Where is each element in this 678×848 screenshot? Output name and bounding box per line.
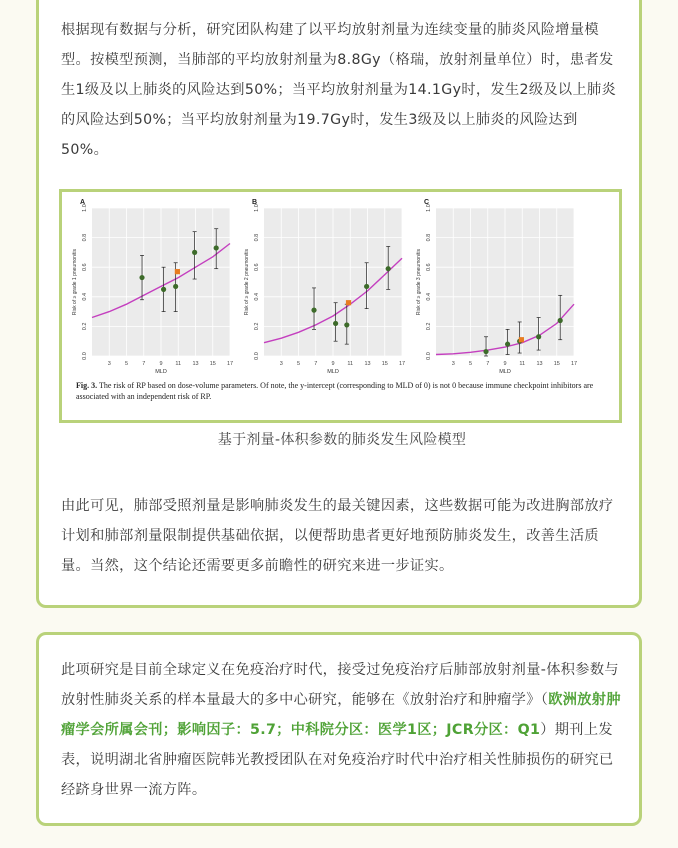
panel-a-xtick-label: 15 (209, 361, 216, 367)
panel-b-data-point (364, 284, 369, 289)
panel-a-data-point (161, 287, 166, 292)
panel-c-ytick-label: 0.2 (426, 322, 432, 331)
panel-a-xtick-label: 5 (124, 361, 129, 367)
panel-c-xtick-label: 15 (553, 361, 560, 367)
panel-a-xtick-label: 9 (159, 361, 163, 367)
panel-c-data-point (536, 334, 541, 339)
panel-c-ytick-label: 0.8 (426, 233, 432, 242)
figure-risk-model (59, 189, 622, 423)
panel-b-xtick-label: 17 (398, 361, 406, 367)
panel-a-ytick-label: 0.6 (82, 263, 88, 272)
panel-a-xtick-label: 17 (226, 361, 234, 367)
panel-a-label: A (80, 199, 86, 206)
panel-c-xtick-label: 5 (468, 361, 473, 367)
publication-text-start: 此项研究是目前全球定义在免疫治疗时代，接受过免疫治疗后肺部放射剂量-体积参数与放射性肺炎关系的样本量最大的多中心研究，能够在《放射治疗和肿瘤学》（ (61, 662, 619, 708)
paragraph-publication (61, 655, 621, 805)
panel-c-ytick-label: 1.0 (426, 204, 432, 212)
panel-b-ytick-label: 0.2 (254, 322, 260, 331)
panel-a-ytick-label: 0.4 (82, 292, 88, 301)
panel-a-data-point (214, 245, 219, 250)
panel-a-highlight-marker (175, 269, 180, 274)
panel-b-xtick-label: 11 (347, 361, 354, 367)
panel-b-data-point (386, 266, 391, 271)
panel-c-xtick-label: 3 (451, 361, 455, 367)
figure-caption-label: Fig. 3. (76, 381, 98, 390)
panel-a-ytick-label: 1.0 (82, 204, 88, 212)
panel-b-xtick-label: 13 (364, 361, 371, 367)
panel-c-data-point (483, 349, 488, 354)
panel-a-ylabel: Risk of ≥ grade 1 pneumonitis (72, 248, 78, 316)
panel-a-xtick-label: 7 (142, 361, 146, 367)
panel-c-ylabel: Risk of ≥ grade 3 pneumonitis (416, 248, 422, 316)
panel-b-xtick-label: 3 (279, 361, 283, 367)
panel-c-xlabel: MLD (499, 369, 511, 375)
panel-c-xtick-label: 9 (503, 361, 507, 367)
paragraph-model-description: 根据现有数据与分析，研究团队构建了以平均放射剂量为连续变量的肺炎风险增量模型。按模型预测，当肺部的平均放射剂量为8.8Gy（格瑞，放射剂量单位）时，患者发生1级及以上肺炎的风险达到50%；当平均放射剂量为14.1Gy时，发生2级及以上肺炎的风险达到50%；当平均放射剂量为19.7Gy时，发生3级及以上肺炎的风险达到50%。 (61, 22, 617, 158)
panel-c-data-point (505, 342, 510, 347)
panel-a-ytick-label: 0.8 (82, 233, 88, 242)
panel-b-xtick-label: 5 (296, 361, 301, 367)
panel-b-ytick-label: 0.0 (254, 352, 260, 360)
publication-text-end: ）期刊上发表，说明湖北省肿瘤医院韩光教授团队在对免疫治疗时代中治疗相关性肺损伤的研究已经跻身世界一流方阵。 (61, 722, 614, 798)
panel-c-xtick-label: 7 (486, 361, 490, 367)
panel-a-xlabel: MLD (155, 369, 167, 375)
journal-highlight: 欧洲放射肿瘤学会所属会刊；影响因子：5.7；中科院分区：医学1区；JCR分区：Q1 (61, 692, 621, 738)
panel-c-ytick-label: 0.6 (426, 263, 432, 272)
panel-c-xtick-label: 11 (519, 361, 526, 367)
panel-b-ytick-label: 0.4 (254, 292, 260, 301)
panel-a-ytick-label: 0.0 (82, 352, 88, 360)
panel-b-xtick-label: 7 (314, 361, 318, 367)
panel-b-ylabel: Risk of ≥ grade 2 pneumonitis (244, 248, 250, 316)
content-card-model (36, 0, 642, 608)
panel-b-ytick-label: 0.8 (254, 233, 260, 242)
panel-b-xtick-label: 9 (331, 361, 335, 367)
content-card-publication (36, 632, 642, 826)
panel-b-label: B (252, 199, 258, 206)
figure-caption-text: The risk of RP based on dose-volume parameters. Of note, the y-intercept (corresponding to MLD of 0) is not 0 because immune checkpoint inhibitors are associated with an independent risk of RP. (76, 381, 594, 401)
panel-b-xlabel: MLD (327, 369, 339, 375)
panel-a-data-point (139, 275, 144, 280)
panel-a-data-point (173, 284, 178, 289)
paragraph-conclusion: 由此可见，肺部受照剂量是影响肺炎发生的最关键因素，这些数据可能为改进胸部放疗计划和肺部剂量限制提供基础依据，以便帮助患者更好地预防肺炎发生，改善生活质量。当然，这个结论还需要更多前瞻性的研究来进一步证实。 (61, 498, 614, 574)
panel-a-xtick-label: 3 (107, 361, 111, 367)
panel-a-ytick-label: 0.2 (82, 322, 88, 331)
panel-c-highlight-marker (519, 337, 524, 342)
panel-c-data-point (558, 318, 563, 323)
panel-b-data-point (344, 322, 349, 327)
panel-a-xtick-label: 11 (175, 361, 182, 367)
panel-b-xtick-label: 15 (381, 361, 388, 367)
panel-b-data-point (311, 308, 316, 313)
panel-b-highlight-marker (346, 300, 351, 305)
panel-c-xtick-label: 13 (536, 361, 543, 367)
panel-b-ytick-label: 0.6 (254, 263, 260, 272)
panel-a-data-point (192, 250, 197, 255)
panel-c-ytick-label: 0.0 (426, 352, 432, 360)
panel-a-xtick-label: 13 (192, 361, 199, 367)
panel-c-ytick-label: 0.4 (426, 292, 432, 301)
panel-b-ytick-label: 1.0 (254, 204, 260, 212)
panel-b-data-point (333, 321, 338, 326)
figure-caption-english (76, 380, 604, 402)
risk-model-chart (62, 192, 619, 376)
panel-c-label: C (424, 199, 430, 206)
figure-caption: 基于剂量-体积参数的肺炎发生风险模型 (217, 432, 467, 448)
panel-c-xtick-label: 17 (570, 361, 578, 367)
